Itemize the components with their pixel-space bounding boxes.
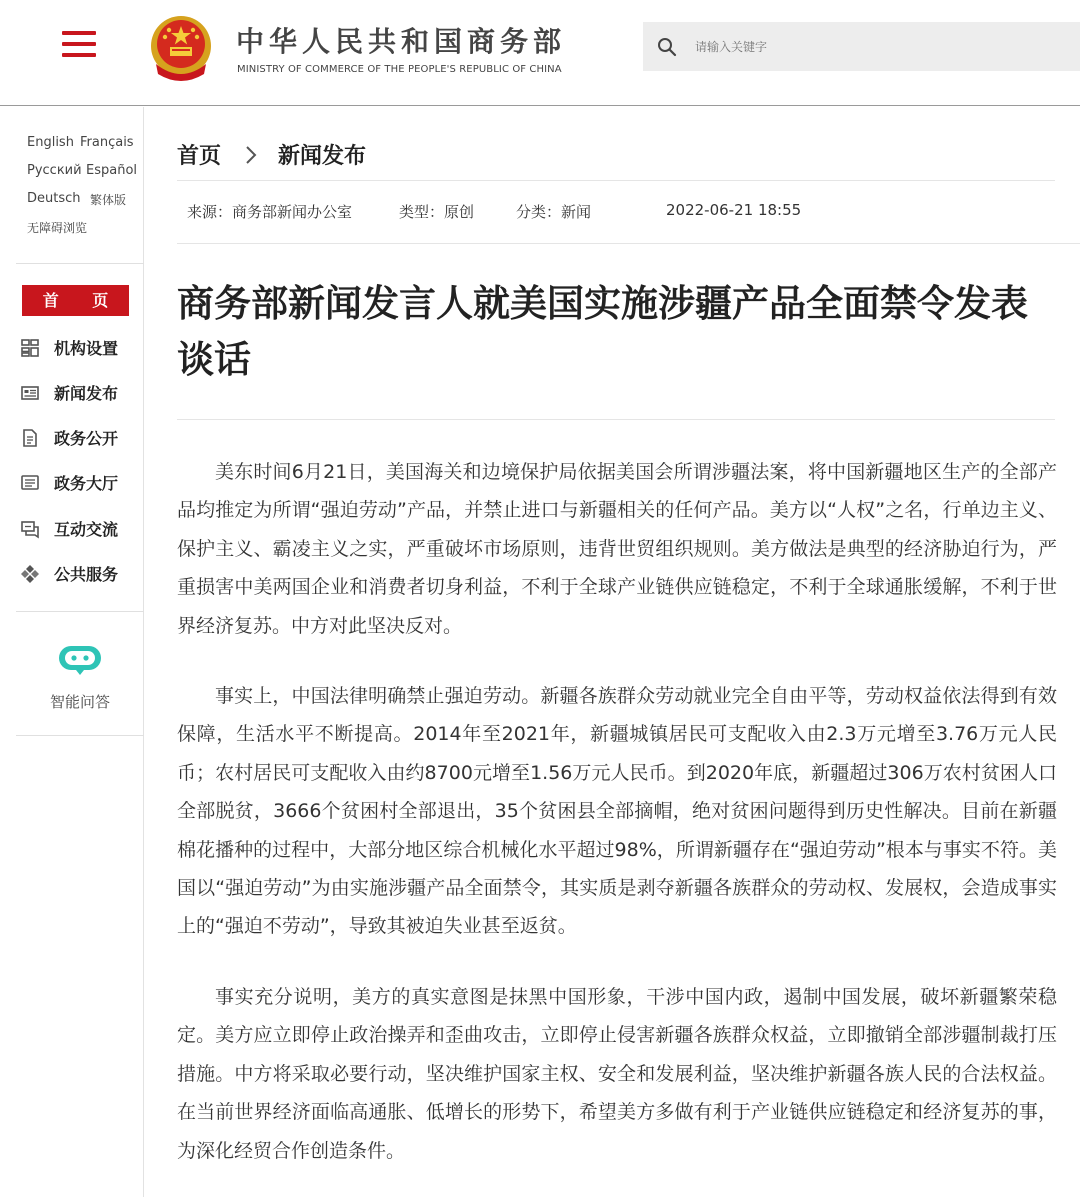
divider (177, 419, 1055, 420)
search-box (643, 22, 1080, 71)
divider (16, 735, 144, 736)
nav-item-public-service[interactable] (20, 560, 140, 588)
lang-english[interactable]: English (27, 135, 74, 150)
accessibility-link[interactable]: 无障碍浏览 (27, 221, 88, 235)
article-paragraph: 事实上，中国法律明确禁止强迫劳动。新疆各族群众劳动就业完全自由平等，劳动权益依法得到有效保障，生活水平不断提高。2014年至2021年，新疆城镇居民可支配收入由2.3万元增至3.76万元人民币；农村居民可支配收入由约8700元增至1.56万元人民币。到2020年底，新疆超过306万农村贫困人口全部脱贫，3666个贫困村全部退出，35个贫困县全部摘帽，绝对贫困问题得到历史性解决。目前在新疆棉花播种的过程中，大部分地区综合机械化水平超过98%，所谓新疆存在“强迫劳动”根本与事实不符。美国以“强迫劳动”为由实施涉疆产品全面禁令，其实质是剥夺新疆各族群众的劳动权、发展权，会造成事实上的“强迫不劳动”，导致其被迫失业甚至返贫。 (177, 685, 1057, 938)
article-paragraph: 事实充分说明，美方的真实意图是抹黑中国形象，干涉中国内政，遏制中国发展，破坏新疆繁荣稳定。美方应立即停止政治操弄和歪曲攻击，立即停止侵害新疆各族群众权益，立即撤销全部涉疆制裁打压措施。中方将采取必要行动，坚决维护国家主权、安全和发展利益，坚决维护新疆各族人民的合法权益。在当前世界经济面临高通胀、低增长的形势下，希望美方多做有利于产业链供应链稳定和经济复苏的事，为深化经贸合作创造条件。 (177, 986, 1057, 1162)
divider (177, 180, 1055, 181)
divider (16, 611, 144, 612)
chat-icon (20, 519, 40, 539)
article-source: 来源：商务部新闻办公室 (187, 203, 353, 221)
nav-label: 机构设置 (54, 339, 119, 358)
article-datetime: 2022-06-21 18:55 (666, 201, 802, 219)
robot-assistant-icon[interactable] (56, 642, 104, 676)
document-icon (20, 428, 40, 448)
nav-label: 互动交流 (54, 520, 119, 539)
search-icon[interactable] (657, 37, 677, 57)
lang-espanol[interactable]: Español (86, 163, 138, 178)
divider (16, 263, 144, 264)
article-type: 类型：原创 (399, 203, 475, 221)
ai-qa-label[interactable]: 智能问答 (50, 693, 111, 711)
nav-home-button[interactable]: 首 页 (22, 285, 129, 316)
nav-label: 政务公开 (54, 429, 119, 448)
hall-list-icon (20, 473, 40, 493)
nav-label: 公共服务 (54, 565, 119, 584)
newspaper-icon (20, 383, 40, 403)
nav-item-org[interactable] (20, 334, 140, 362)
site-header (0, 0, 1080, 106)
article-title: 商务部新闻发言人就美国实施涉疆产品全面禁令发表谈话 (177, 282, 1028, 381)
article-category: 分类：新闻 (516, 203, 592, 221)
search-input[interactable] (695, 22, 1065, 71)
service-diamond-icon (20, 564, 40, 584)
lang-francais[interactable]: Français (80, 135, 134, 150)
divider (177, 243, 1080, 244)
left-sidebar (0, 107, 144, 1197)
lang-russian[interactable]: Русский (27, 163, 82, 178)
site-title-en[interactable]: MINISTRY OF COMMERCE OF THE PEOPLE'S REPUBLIC OF CHINA (237, 64, 562, 75)
site-title-cn[interactable]: 中华人民共和国商务部 (236, 25, 567, 58)
nav-item-news[interactable] (20, 379, 140, 407)
nav-item-interaction[interactable] (20, 515, 140, 543)
lang-deutsch[interactable]: Deutsch (27, 191, 81, 206)
nav-label: 新闻发布 (54, 384, 119, 403)
menu-icon[interactable] (62, 31, 96, 58)
nav-item-affairs[interactable] (20, 424, 140, 452)
breadcrumb-current[interactable]: 新闻发布 (278, 144, 367, 169)
breadcrumb-home[interactable]: 首页 (177, 144, 222, 169)
nav-item-hall[interactable] (20, 469, 140, 497)
article-paragraph: 美东时间6月21日，美国海关和边境保护局依据美国会所谓涉疆法案，将中国新疆地区生产的全部产品均推定为所谓“强迫劳动”产品，并禁止进口与新疆相关的任何产品。美方以“人权”之名，行单边主义、保护主义、霸凌主义之实，严重破坏市场原则，违背世贸组织规则。美方做法是典型的经济胁迫行为，严重损害中美两国企业和消费者切身利益，不利于全球产业链供应链稳定，不利于全球通胀缓解，不利于世界经济复苏。中方对此坚决反对。 (177, 461, 1057, 637)
lang-traditional-chinese[interactable]: 繁体版 (90, 193, 127, 207)
national-emblem-logo[interactable] (148, 14, 214, 82)
chevron-right-icon (244, 144, 258, 166)
org-grid-icon (20, 338, 40, 358)
nav-label: 政务大厅 (54, 474, 119, 493)
